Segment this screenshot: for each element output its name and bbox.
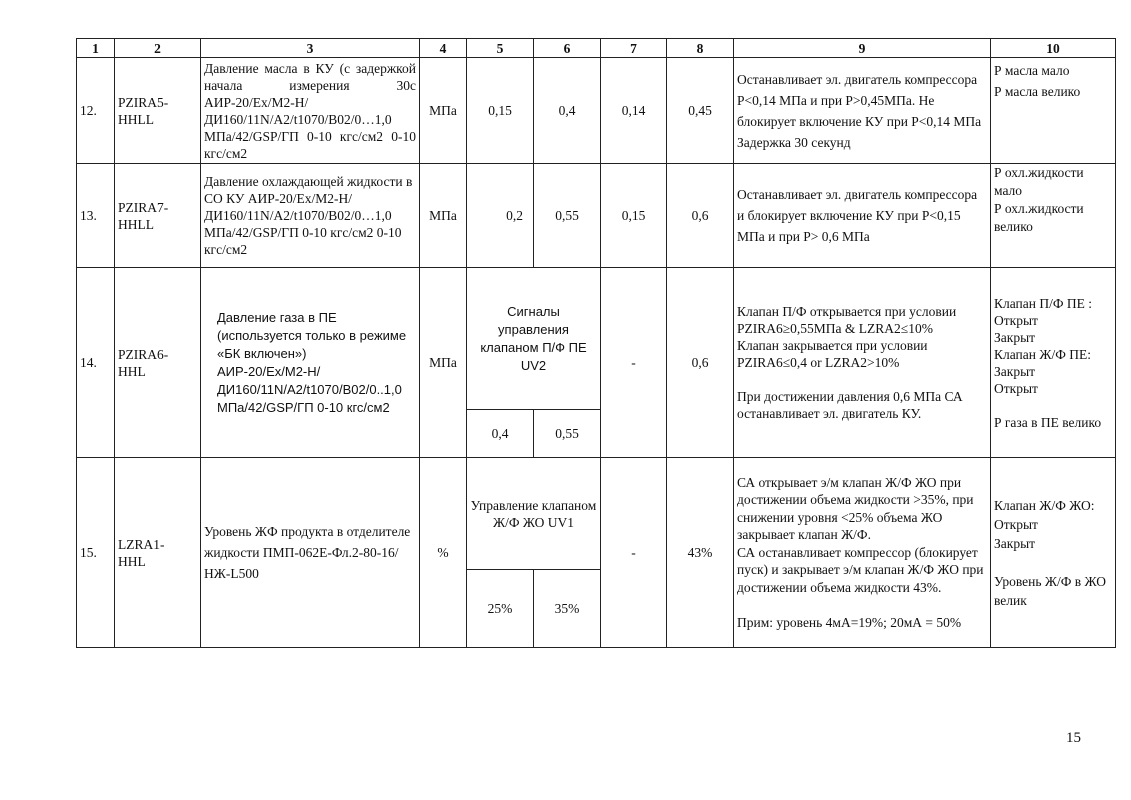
value-cell: 0,4 bbox=[467, 410, 534, 458]
header-cell: 8 bbox=[667, 39, 734, 58]
header-cell: 4 bbox=[420, 39, 467, 58]
header-cell: 1 bbox=[77, 39, 115, 58]
header-cell: 7 bbox=[601, 39, 667, 58]
page-number: 15 bbox=[1066, 730, 1081, 746]
value-cell: 0,45 bbox=[667, 58, 734, 164]
action-cell: СА открывает э/м клапан Ж/Ф ЖО при достижении объема жидкости >35%, при снижении уровня <25% объема ЖО закрывает клапан Ж/Ф. СА останавливает компрессор (блокирует пуск) и закрывает э/м клапан Ж/Ф ЖО при достижении объема жидкости 43%. Прим: уровень 4мА=19%; 20мА = 50% bbox=[734, 458, 991, 648]
value-cell: - bbox=[601, 268, 667, 458]
tag-cell: PZIRA6- HHL bbox=[115, 268, 201, 458]
merged-signal-cell: Сигналы управления клапаном П/Ф ПЕ UV2 bbox=[467, 268, 601, 410]
value-cell: 0,2 bbox=[467, 164, 534, 268]
tag-cell: LZRA1- HHL bbox=[115, 458, 201, 648]
header-cell: 6 bbox=[534, 39, 601, 58]
table-row bbox=[77, 458, 1116, 570]
description-cell: Давление газа в ПЕ (используется только в режиме «БК включен») АИР-20/Ex/M2-Н/ДИ160/11N/A2/t1070/B02/0..1,0 МПа/42/GSP/ГП 0-10 кгс/см2 bbox=[201, 268, 420, 458]
description-cell: Давление охлаждающей жидкости в СО КУ АИР-20/Ex/M2-Н/ДИ160/11N/A2/t1070/B02/0…1,0 МПа/42/GSP/ГП 0-10 кгс/см2 0-10 кгс/см2 bbox=[201, 164, 420, 268]
header-cell: 10 bbox=[991, 39, 1116, 58]
value-cell: 0,6 bbox=[667, 268, 734, 458]
value-cell: 0,15 bbox=[601, 164, 667, 268]
unit-cell: МПа bbox=[420, 268, 467, 458]
value-cell: 25% bbox=[467, 570, 534, 648]
merged-signal-cell: Управление клапаном Ж/Ф ЖО UV1 bbox=[467, 458, 601, 570]
unit-cell: МПа bbox=[420, 58, 467, 164]
tag-cell: PZIRA7- HHLL bbox=[115, 164, 201, 268]
value-cell: - bbox=[601, 458, 667, 648]
row-number: 14. bbox=[77, 268, 115, 458]
row-number: 13. bbox=[77, 164, 115, 268]
value-cell: 0,6 bbox=[667, 164, 734, 268]
tag-cell: PZIRA5- HHLL bbox=[115, 58, 201, 164]
value-cell: 0,4 bbox=[534, 58, 601, 164]
description-cell: Уровень ЖФ продукта в отделителе жидкости ПМП-062Е-Фл.2-80-16/НЖ-L500 bbox=[201, 458, 420, 648]
alarm-cell: Р охл.жидкости мало Р охл.жидкости велико bbox=[991, 164, 1116, 268]
action-cell: Клапан П/Ф открывается при условии PZIRA6≥0,55МПа & LZRA2≤10% Клапан закрывается при условии PZIRA6≤0,4 or LZRA2>10% При достижении давления 0,6 МПа СА останавливает эл. двигатель КУ. bbox=[734, 268, 991, 458]
action-cell: Останавливает эл. двигатель компрессора P<0,14 МПа и при P>0,45МПа. Не блокирует включение КУ при P<0,14 МПа Задержка 30 секунд bbox=[734, 58, 991, 164]
header-cell: 2 bbox=[115, 39, 201, 58]
table-row bbox=[77, 268, 1116, 410]
table-row bbox=[77, 58, 1116, 164]
value-cell: 0,14 bbox=[601, 58, 667, 164]
header-cell: 9 bbox=[734, 39, 991, 58]
table-row bbox=[77, 164, 1116, 268]
alarm-cell: Р масла мало Р масла велико bbox=[991, 58, 1116, 164]
unit-cell: % bbox=[420, 458, 467, 648]
value-cell: 0,55 bbox=[534, 410, 601, 458]
parameters-table bbox=[76, 38, 1116, 648]
header-row bbox=[77, 39, 1116, 58]
row-number: 12. bbox=[77, 58, 115, 164]
header-cell: 5 bbox=[467, 39, 534, 58]
header-cell: 3 bbox=[201, 39, 420, 58]
action-cell: Останавливает эл. двигатель компрессора и блокирует включение КУ при P<0,15 МПа и при P> 0,6 МПа bbox=[734, 164, 991, 268]
value-cell: 0,15 bbox=[467, 58, 534, 164]
alarm-cell: Клапан Ж/Ф ЖО: Открыт Закрыт Уровень Ж/Ф в ЖО велик bbox=[991, 458, 1116, 648]
value-cell: 43% bbox=[667, 458, 734, 648]
alarm-cell: Клапан П/Ф ПЕ : Открыт Закрыт Клапан Ж/Ф ПЕ: Закрыт Открыт Р газа в ПЕ велико bbox=[991, 268, 1116, 458]
row-number: 15. bbox=[77, 458, 115, 648]
unit-cell: МПа bbox=[420, 164, 467, 268]
description-cell: Давление масла в КУ (с задержкой начала измерения 30с АИР-20/Ex/M2-Н/ДИ160/11N/A2/t1070/B02/0…1,0 МПа/42/GSP/ГП 0-10 кгс/см2 0-10 кгс/см2 bbox=[201, 58, 420, 164]
value-cell: 0,55 bbox=[534, 164, 601, 268]
value-cell: 35% bbox=[534, 570, 601, 648]
